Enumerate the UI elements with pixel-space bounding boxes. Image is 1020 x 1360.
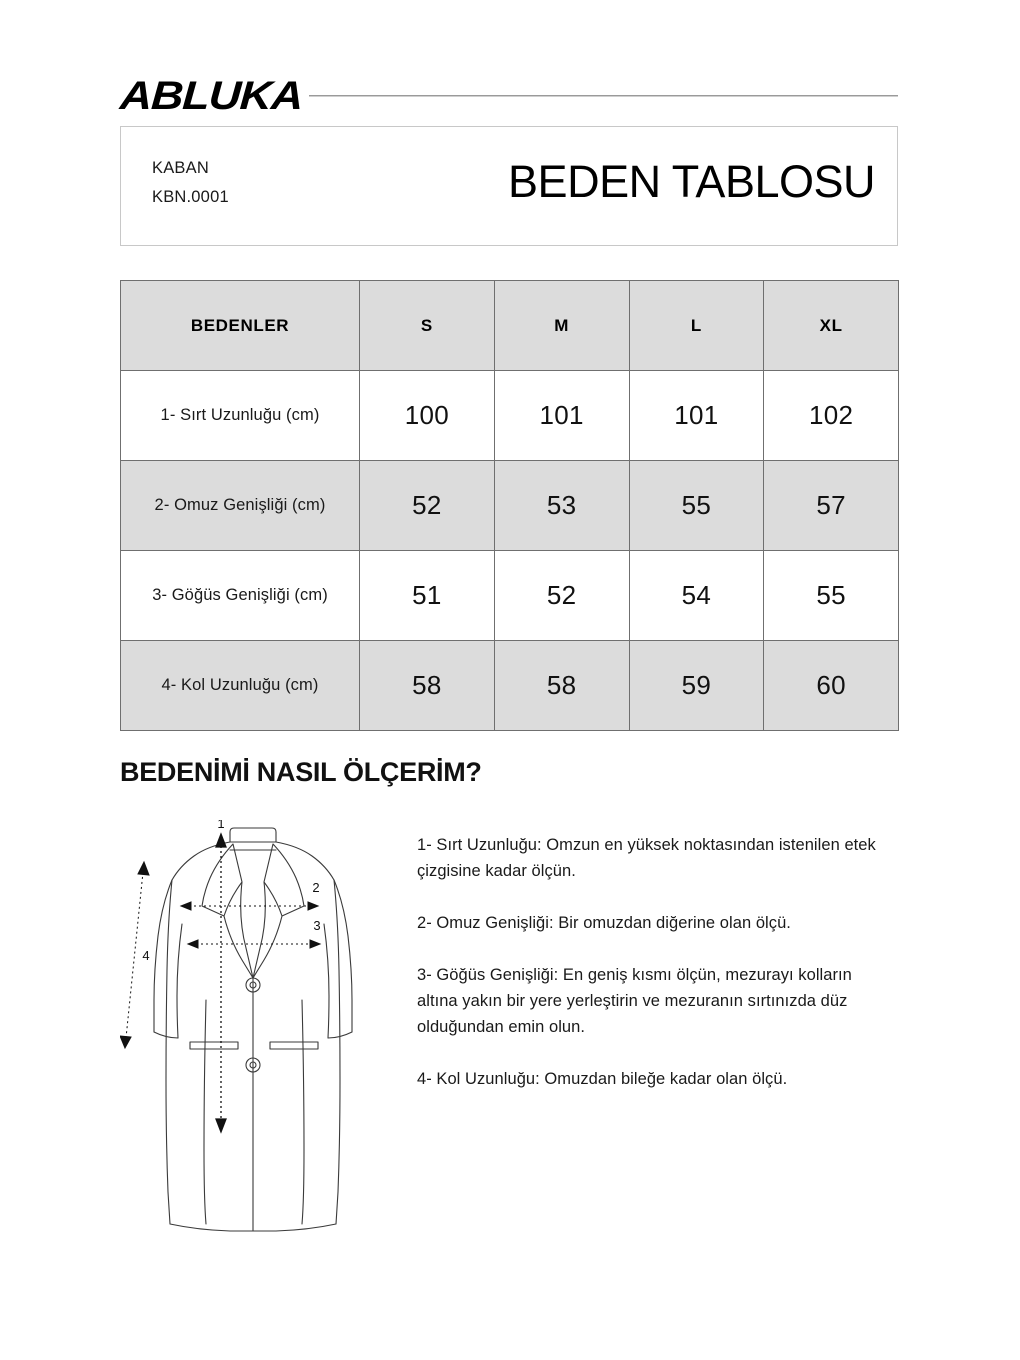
coat-diagram [120, 820, 385, 1270]
diagram-label-4: 4 [142, 948, 150, 963]
measure-instruction-2: 2- Omuz Genişliği: Bir omuzdan diğerine olan ölçü. [417, 914, 791, 932]
cell-value: 58 [494, 641, 629, 731]
cell-value: 55 [764, 551, 899, 641]
product-meta [152, 154, 229, 212]
cell-value: 55 [629, 461, 764, 551]
product-name: KABAN [152, 159, 209, 177]
table-header-row [121, 281, 899, 371]
column-header-m: M [494, 281, 629, 371]
header-rule [309, 95, 898, 97]
cell-value: 52 [360, 461, 495, 551]
cell-value: 52 [494, 551, 629, 641]
abluka-logo: ABLUKA [118, 74, 304, 118]
row-label: 4- Kol Uzunluğu (cm) [121, 641, 360, 731]
column-header-xl: XL [764, 281, 899, 371]
product-code: KBN.0001 [152, 188, 229, 206]
cell-value: 57 [764, 461, 899, 551]
column-header-l: L [629, 281, 764, 371]
column-header-s: S [360, 281, 495, 371]
table-row [121, 461, 899, 551]
measure-instruction-1: 1- Sırt Uzunluğu: Omzun en yüksek noktasından istenilen etek çizgisine kadar ölçün. [417, 836, 876, 880]
diagram-label-1: 1 [217, 820, 225, 831]
row-label: 2- Omuz Genişliği (cm) [121, 461, 360, 551]
row-label: 3- Göğüs Genişliği (cm) [121, 551, 360, 641]
cell-value: 53 [494, 461, 629, 551]
page-title: BEDEN TABLOSU [508, 156, 875, 207]
cell-value: 102 [764, 371, 899, 461]
cell-value: 51 [360, 551, 495, 641]
cell-value: 54 [629, 551, 764, 641]
cell-value: 60 [764, 641, 899, 731]
table-row [121, 551, 899, 641]
diagram-label-3: 3 [313, 918, 321, 933]
measure-instructions [417, 832, 887, 1092]
cell-value: 100 [360, 371, 495, 461]
column-header-measurements: BEDENLER [121, 281, 360, 371]
cell-value: 58 [360, 641, 495, 731]
document-header-box [120, 126, 898, 246]
measure-instruction-3: 3- Göğüs Genişliği: En geniş kısmı ölçün, mezurayı kolların altına yakın bir yere yerleştirin ve mezuranın sırtınızda düz olduğundan emin olun. [417, 966, 852, 1036]
measure-section-heading: BEDENİMİ NASIL ÖLÇERİM? [120, 757, 482, 787]
size-chart-table [120, 280, 899, 731]
row-label: 1- Sırt Uzunluğu (cm) [121, 371, 360, 461]
cell-value: 101 [494, 371, 629, 461]
table-row [121, 371, 899, 461]
diagram-label-2: 2 [312, 880, 320, 895]
cell-value: 59 [629, 641, 764, 731]
brand-header [120, 76, 898, 116]
measure-instruction-4: 4- Kol Uzunluğu: Omuzdan bileğe kadar olan ölçü. [417, 1070, 788, 1088]
cell-value: 101 [629, 371, 764, 461]
table-row [121, 641, 899, 731]
